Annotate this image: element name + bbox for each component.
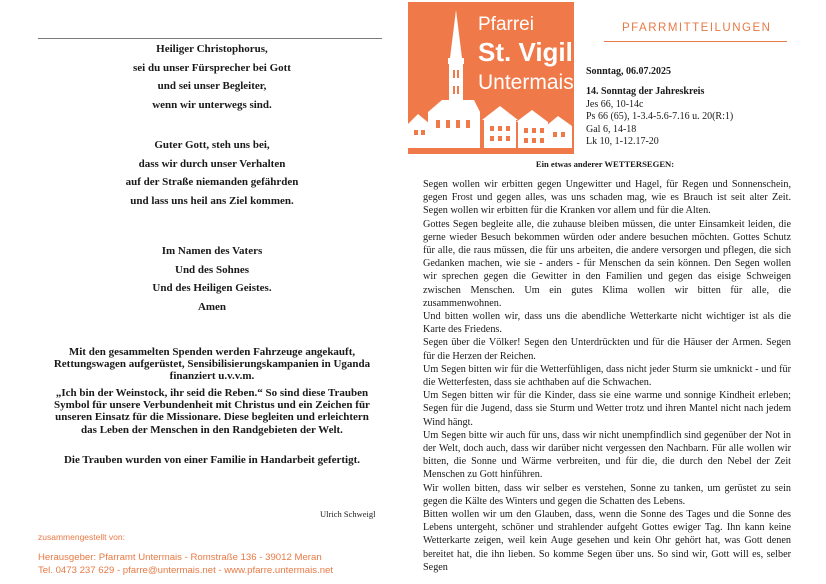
blessing-text [423,178,791,574]
reading-item: Lk 10, 1-12.17-20 [586,136,659,148]
prayer-line: auf der Straße niemanden gefährden [125,176,299,189]
logo-text-untermais: Untermais [478,71,574,94]
top-rule-left [38,38,382,39]
grapes-handmade-note: Die Trauben wurden von einer Familie in Handarbeit gefertigt. [63,454,361,466]
blessing-paragraph: Bitten wollen wir um den Glauben, dass, wenn die Sonne des Tages und die Sonne des Lebens untergeht, schöner und strahlender aufgeht Gottes ewiger Tag. Ihn kann keine Wetterkarte zeigen, weil kein Auge gesehen und kein Ohr gehört hat, was Gott denen bereitet hat, die ihn lieben. So komme Segen über uns. So sind wir, Gott will es, selber Segen [423,509,791,573]
donation-line: finanziert u.v.v.m. [169,370,255,382]
blessing-paragraph: Wir wollen bitten, dass wir selber es verstehen, Sonne zu tanken, um gerüstet zu sein gegen die Kälte des Winters und gegen die Schatten des Lebens. [423,482,791,507]
sunday-date: Sonntag, 06.07.2025 [586,66,672,77]
sunday-name: 14. Sonntag der Jahreskreis [586,86,705,97]
publisher-contact[interactable]: Tel. 0473 237 629 - pfarre@untermais.net - www.pfarre.untermais.net [38,564,334,576]
donation-line: Rettungswagen aufgerüstet, Sensibilisierungskampanien in Uganda [53,358,371,370]
reading-item: Gal 6, 14-18 [586,123,637,135]
publisher-address: Herausgeber: Pfarramt Untermais - Romstraße 136 - 39012 Meran [38,552,322,563]
grapes-line: das Leben der Menschen in den Randgebieten der Welt. [81,423,343,436]
prayer-stanza-2 [40,136,384,210]
publisher-info [38,552,398,577]
reading-item: Ps 66 (65), 1-3.4-5.6-7.16 u. 20(R:1) [586,111,734,123]
prayer-stanza-3 [40,242,384,316]
grapes-line: Symbol für unsere Verbundenheit mit Christus und ein Zeichen für [54,399,370,412]
prayer-line: und lass uns heil ans Ziel kommen. [130,194,294,207]
reading-item: Jes 66, 10-14c [586,98,644,110]
parish-logo [408,2,574,154]
prayer-line: und sei unser Begleiter, [157,80,267,93]
prayer-line: Guter Gott, steh uns bei, [154,139,270,151]
prayer-line: Und des Heiligen Geistes. [152,282,272,295]
blessing-paragraph: Um Segen bitten wir für die Wetterfühligen, dass nicht jeder Sturm sie umknickt - und für die Wetterfesten, dass sie achthaben auf die Schwachen. [423,363,791,389]
grapes-line: „Ich bin der Weinstock, ihr seid die Reben.“ So sind diese Trauben [55,387,369,399]
blessing-paragraph: Segen über die Völker! Segen den Unterdrückten und für die Häuser der Armen. Segen für die Herzen der Reichen. [423,337,791,362]
blessing-paragraph: Gottes Segen begleite alle, die zuhause bleiben müssen, die unter Einsamkeit leiden, die gerne wieder Besuch bekommen würden oder andere besuchen möchten. Gottes Schutz für alle, die raus müssen, die für uns arbeiten, die andere versorgen und pflegen, die sich Gedanken machen, wie sie - anders - für Menschen da sein können. Den Segen wollen wir sprechen gegen die Gewitter in den Familien und gegen das eisige Schweigen zwischen Menschen. Um ein gutes Klima wollen wir bitten für alle, die zusammenwohnen. [423,218,791,309]
prayer-line: sei du unser Fürsprecher bei Gott [133,61,291,74]
prayer-line: dass wir durch unser Verhalten [138,157,286,170]
liturgy-readings [586,86,733,149]
prayer-line: Amen [197,300,227,313]
prayer-line: Im Namen des Vaters [161,245,263,257]
donation-line: Mit den gesammelten Spenden werden Fahrzeuge angekauft, [68,346,356,358]
logo-text-st-vigil: St. Vigil [478,37,573,67]
prayer-line: Heiliger Christophorus, [156,43,268,55]
blessing-paragraph: Und bitten wollen wir, dass uns die abendliche Wetterkarte nicht wichtiger ist als die Karte des Friedens. [423,311,791,336]
compiled-by-label: zusammengestellt von: [38,532,125,542]
logo-text-pfarrei: Pfarrei [478,14,534,35]
prayer-line: wenn wir unterwegs sind. [152,98,272,111]
donation-note [40,346,384,382]
newsletter-title: PFARRMITTEILUNGEN [622,22,772,34]
grapes-line: unseren Einsatz für die Missionare. Diese begleiten und erleichtern [55,411,369,424]
header-rule [604,41,787,42]
prayer-line: Und des Sohnes [175,263,249,276]
author-name: Ulrich Schweigl [320,509,376,519]
blessing-paragraph: Um Segen bitte wir auch für uns, dass wir nicht unempfindlich sind gegenüber der Not in der Welt, doch auch, dass wir darüber nicht vergessen den Nachbarn. Für alle wollen wir bitten, die Sonne und Wärme verbreiten, und für die, die durch den Nebel der Zeit Menschen zu Gott hinführen. [423,429,791,481]
blessing-title: Ein etwas anderer WETTERSEGEN: [535,159,675,169]
blessing-paragraph: Segen wollen wir erbitten gegen Ungewitter und Hagel, für Regen und Sonnenschein, gegen Frost und gegen alles, was uns schaden mag, wie es Brauch ist seit alter Zeit. Segen wollen wir erbitten für die Kranken vor allem und für die Alten. [423,179,791,217]
prayer-stanza-1 [40,40,384,114]
blessing-paragraph: Um Segen bitten wir für die Kinder, dass sie eine warme und sonnige Kindheit erleben; Segen für die Jugend, dass sie Sturm und Wetter trotz und ihren Mantel nicht nach jedem Wind hängt. [423,390,791,428]
grapes-paragraph [40,387,384,436]
